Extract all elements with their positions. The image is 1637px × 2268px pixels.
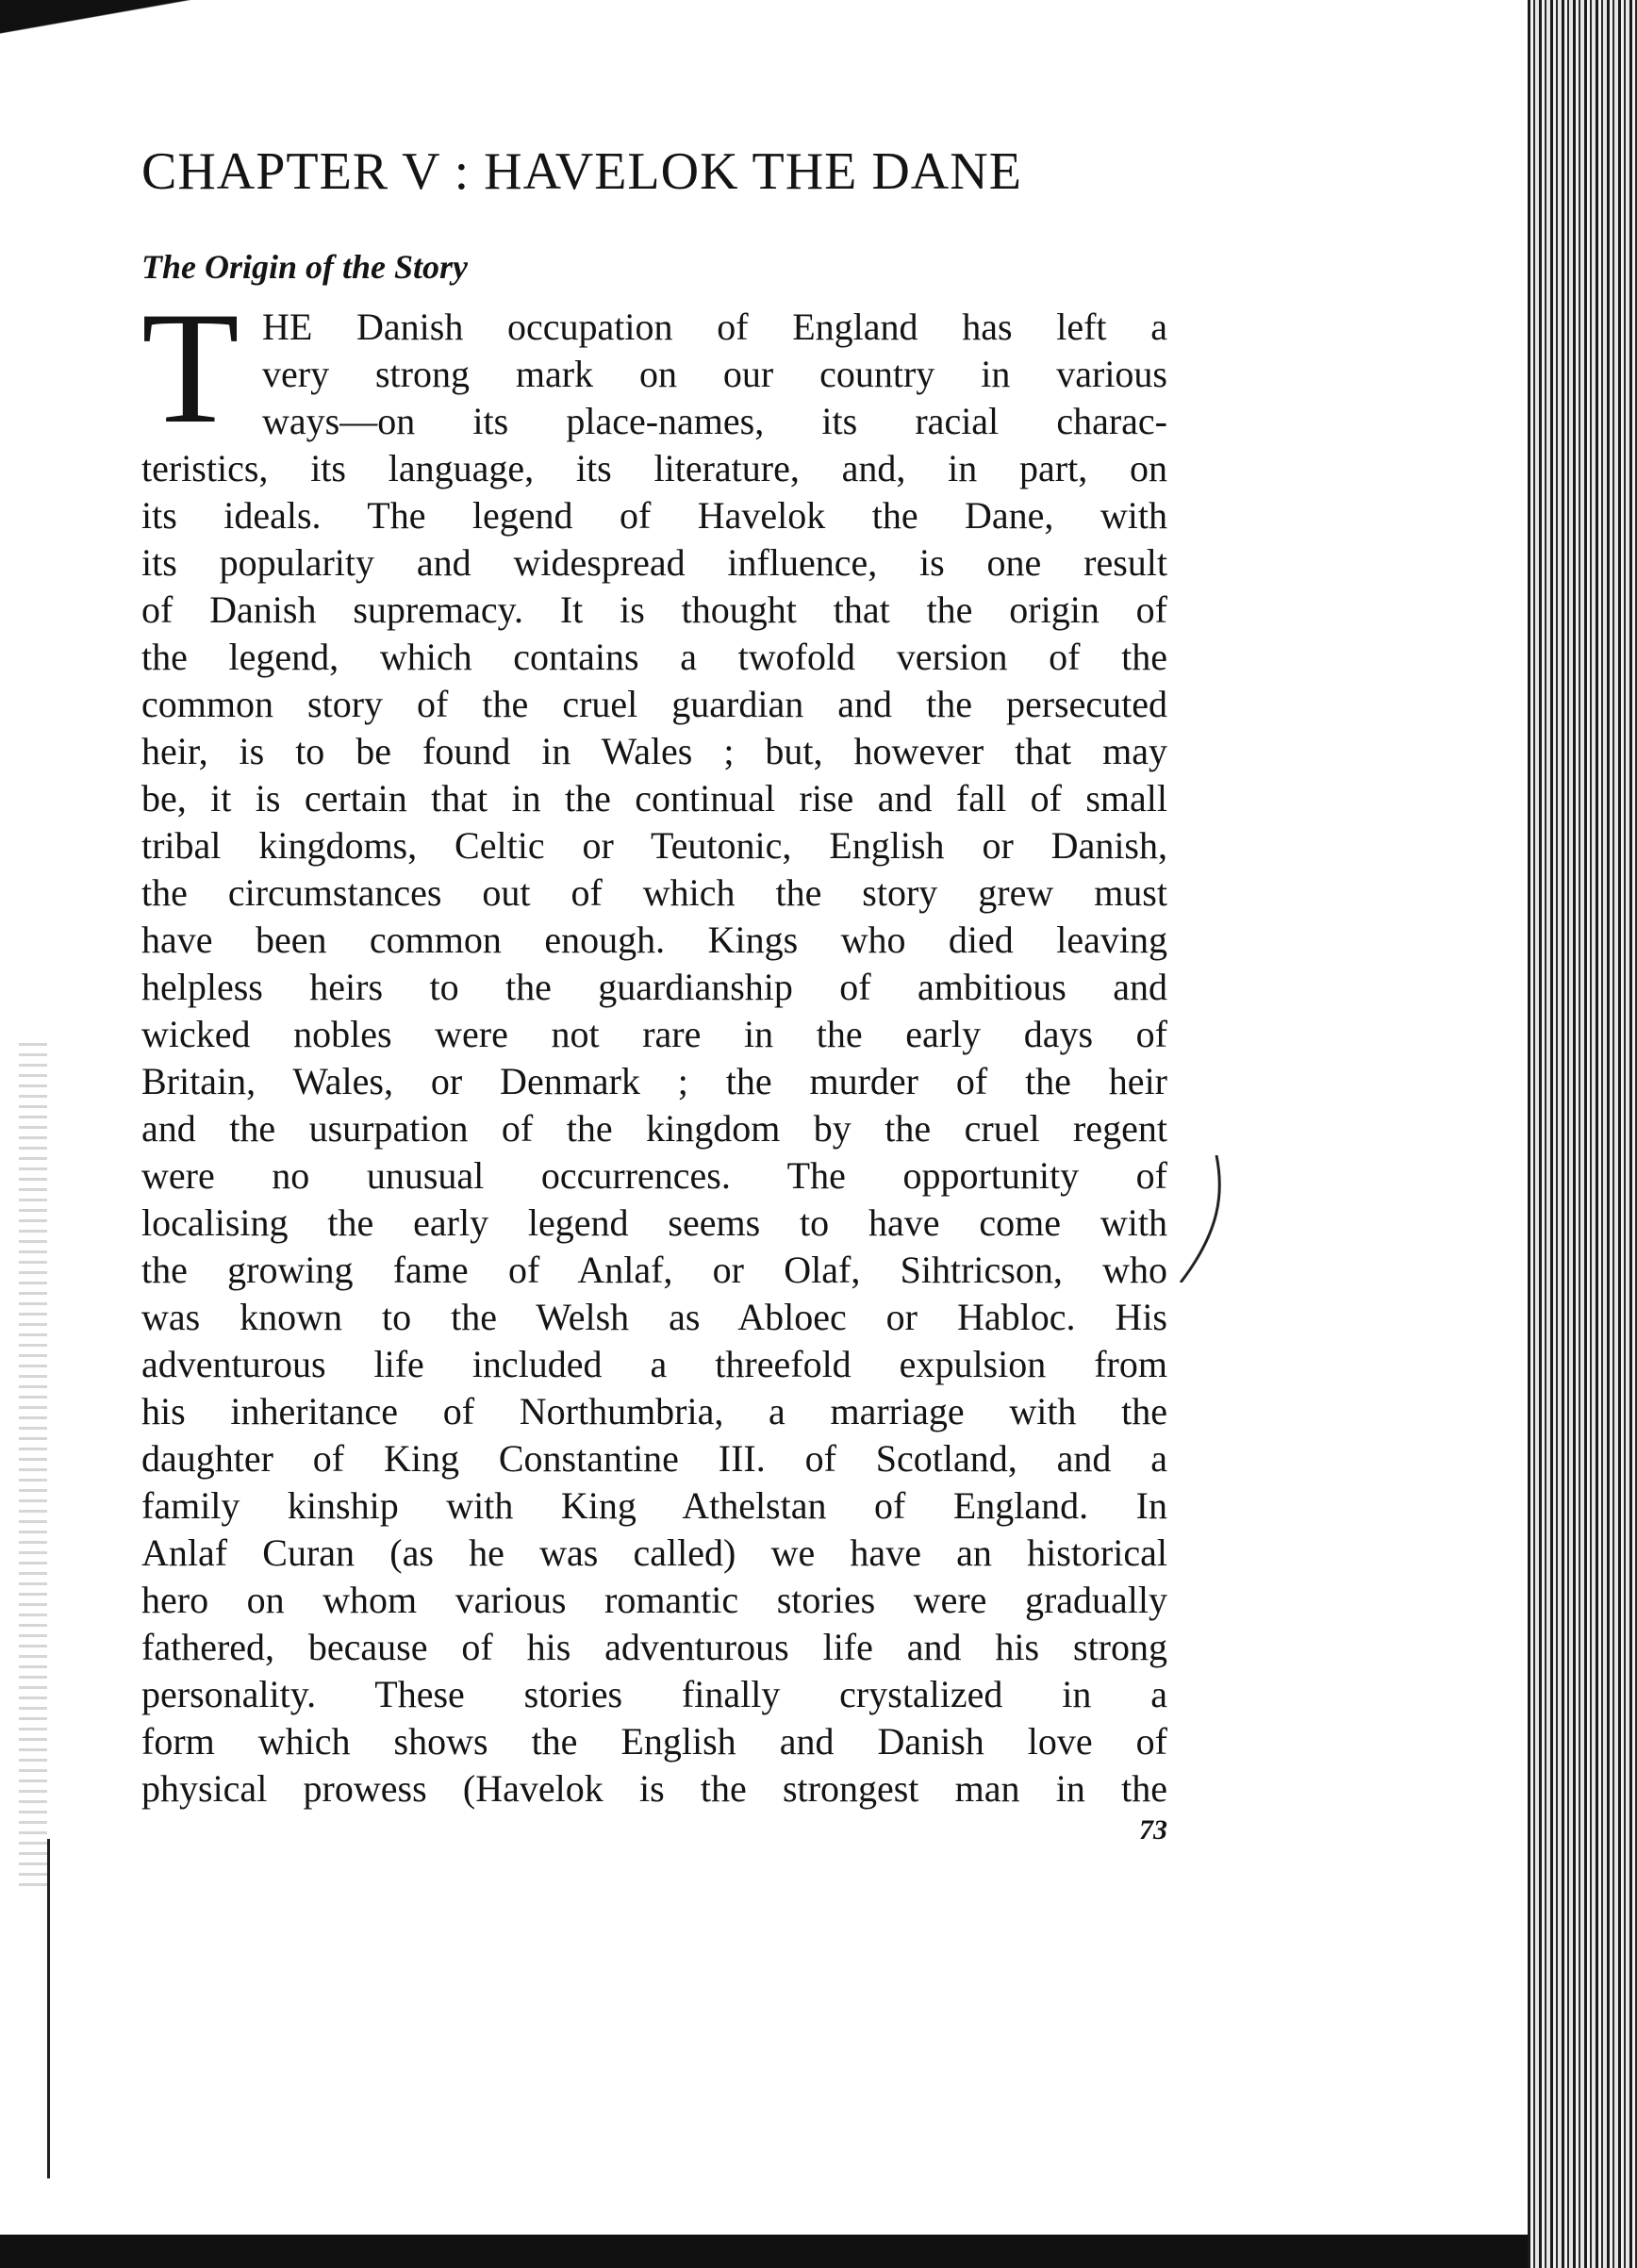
- scan-edge-left-speckle: [19, 1037, 47, 1886]
- text-line: heir, is to be found in Wales ; but, however that may: [141, 730, 1167, 772]
- text-line: common story of the cruel guardian and the persecuted: [141, 683, 1167, 725]
- text-line: physical prowess (Havelok is the strongest man in the: [141, 1767, 1167, 1810]
- scan-edge-top-left: [0, 0, 302, 57]
- text-line: were no unusual occurrences. The opportunity of: [141, 1154, 1167, 1197]
- text-line: teristics, its language, its literature, and, in part, on: [141, 447, 1167, 489]
- text-line: ways—on its place-names, its racial charac-: [262, 400, 1167, 442]
- section-heading: The Origin of the Story: [141, 248, 469, 286]
- page-number: 73: [1139, 1814, 1167, 1846]
- scan-edge-bottom: [0, 2207, 1528, 2268]
- text-line: HE Danish occupation of England has left a: [262, 306, 1167, 348]
- text-line: family kinship with King Athelstan of England. In: [141, 1484, 1167, 1527]
- text-line: localising the early legend seems to have come with: [141, 1201, 1167, 1244]
- text-line: very strong mark on our country in various: [262, 353, 1167, 395]
- text-line: Britain, Wales, or Denmark ; the murder of the heir: [141, 1060, 1167, 1102]
- text-line: the circumstances out of which the story grew must: [141, 871, 1167, 914]
- text-line: his inheritance of Northumbria, a marriage with the: [141, 1390, 1167, 1432]
- text-line: hero on whom various romantic stories were gradually: [141, 1579, 1167, 1621]
- text-line: of Danish supremacy. It is thought that the origin of: [141, 588, 1167, 631]
- text-line: its ideals. The legend of Havelok the Dane, with: [141, 494, 1167, 537]
- text-line: fathered, because of his adventurous life and his strong: [141, 1626, 1167, 1668]
- text-line: and the usurpation of the kingdom by the cruel regent: [141, 1107, 1167, 1150]
- text-line: its popularity and widespread influence, is one result: [141, 541, 1167, 584]
- text-line: personality. These stories finally crystalized in a: [141, 1673, 1167, 1715]
- text-line: was known to the Welsh as Abloec or Habloc. His: [141, 1296, 1167, 1338]
- scan-edge-left-line: [47, 1839, 50, 2178]
- text-line: wicked nobles were not rare in the early days of: [141, 1013, 1167, 1055]
- text-line: the growing fame of Anlaf, or Olaf, Sihtricson, who: [141, 1249, 1167, 1291]
- text-line: daughter of King Constantine III. of Scotland, and a: [141, 1437, 1167, 1480]
- text-line: have been common enough. Kings who died leaving: [141, 919, 1167, 961]
- drop-cap: T: [141, 279, 240, 456]
- margin-bracket-mark: [1179, 1155, 1235, 1283]
- text-line: be, it is certain that in the continual rise and fall of small: [141, 777, 1167, 819]
- text-line: Anlaf Curan (as he was called) we have an historical: [141, 1531, 1167, 1574]
- text-line: tribal kingdoms, Celtic or Teutonic, English or Danish,: [141, 824, 1167, 867]
- text-line: adventurous life included a threefold expulsion from: [141, 1343, 1167, 1385]
- chapter-title: CHAPTER V : HAVELOK THE DANE: [141, 142, 1022, 201]
- text-line: the legend, which contains a twofold version of the: [141, 636, 1167, 678]
- text-line: form which shows the English and Danish love of: [141, 1720, 1167, 1763]
- text-line: helpless heirs to the guardianship of ambitious and: [141, 966, 1167, 1008]
- scan-edge-right: [1528, 0, 1637, 2268]
